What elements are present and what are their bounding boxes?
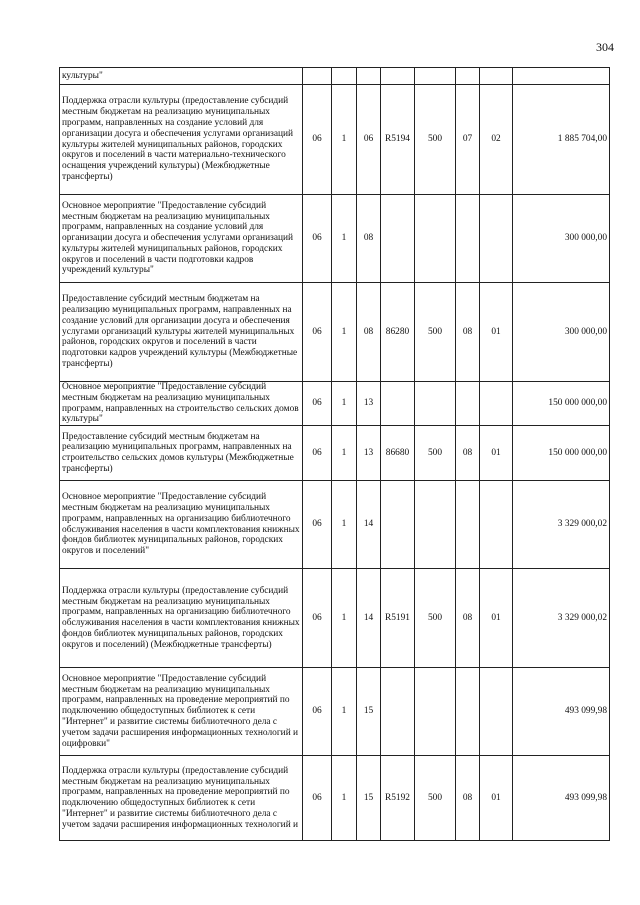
row-code-subsection (480, 195, 513, 283)
row-code-program: 06 (303, 481, 332, 569)
row-code-section: 08 (456, 283, 480, 382)
row-code-program: 06 (303, 283, 332, 382)
row-description: Основное мероприятие "Предоставление субсидий местным бюджетам на реализацию муниципальных программ, направленных на проведение мероприятий по подключению общедоступных библиотек к сети "Интернет" и развитие системы библиотечного дела с учетом задачи расширения информационных технологий и оцифровки" (60, 668, 303, 756)
row-code-subsection: 01 (480, 283, 513, 382)
row-code-program: 06 (303, 668, 332, 756)
row-code-expense-type: 500 (415, 426, 456, 481)
table-row (60, 426, 610, 481)
row-code-expense-type: 500 (415, 283, 456, 382)
row-amount: 1 885 704,00 (513, 85, 610, 195)
row-code-subsection: 01 (480, 426, 513, 481)
page-number: 304 (596, 40, 614, 54)
row-code-subprogram: 1 (332, 195, 357, 283)
row-code-expense-type (415, 382, 456, 426)
row-code-program: 06 (303, 85, 332, 195)
row-code-subprogram: 1 (332, 569, 357, 668)
row-code-section (456, 68, 480, 85)
row-code-event: 13 (357, 382, 381, 426)
budget-table (59, 67, 610, 841)
row-code-section (456, 195, 480, 283)
row-code-expense-type: 500 (415, 569, 456, 668)
row-code-subsection: 01 (480, 569, 513, 668)
table-row (60, 382, 610, 426)
row-code-expense-type: 500 (415, 756, 456, 841)
row-code-direction (381, 668, 415, 756)
row-code-direction (381, 481, 415, 569)
row-code-program (303, 68, 332, 85)
row-description: Поддержка отрасли культуры (предоставление субсидий местным бюджетам на реализацию муниципальных программ, направленных на создание условий для организации досуга и обеспечения услугами организаций культуры жителей муниципальных районов, городских округов и поселений в части материально-технического оснащения учреждений культуры) (Межбюджетные трансферты) (60, 85, 303, 195)
table-row (60, 195, 610, 283)
row-code-subprogram: 1 (332, 426, 357, 481)
table-row (60, 85, 610, 195)
row-code-section: 08 (456, 426, 480, 481)
row-description: Поддержка отрасли культуры (предоставление субсидий местным бюджетам на реализацию муниципальных программ, направленных на проведение мероприятий по подключению общедоступных библиотек к сети "Интернет" и развитие системы библиотечного дела с учетом задачи расширения информационных технологий и (60, 756, 303, 841)
row-amount: 493 099,98 (513, 756, 610, 841)
row-code-program: 06 (303, 426, 332, 481)
row-code-direction: 86680 (381, 426, 415, 481)
row-code-subsection (480, 481, 513, 569)
row-code-subsection (480, 668, 513, 756)
row-code-direction (381, 195, 415, 283)
row-code-program: 06 (303, 756, 332, 841)
row-code-event: 15 (357, 668, 381, 756)
row-code-expense-type: 500 (415, 85, 456, 195)
row-code-subsection: 02 (480, 85, 513, 195)
row-code-section (456, 481, 480, 569)
budget-table-body (60, 68, 610, 841)
row-amount: 150 000 000,00 (513, 426, 610, 481)
table-row (60, 569, 610, 668)
row-code-program: 06 (303, 569, 332, 668)
row-description: Поддержка отрасли культуры (предоставление субсидий местным бюджетам на реализацию муниципальных программ, направленных на организацию библиотечного обслуживания населения в части комплектования книжных фондов библиотек муниципальных районов, городских округов и поселений) (Межбюджетные трансферты) (60, 569, 303, 668)
row-code-event: 08 (357, 195, 381, 283)
row-amount: 3 329 000,02 (513, 481, 610, 569)
row-code-subprogram: 1 (332, 481, 357, 569)
row-code-expense-type (415, 668, 456, 756)
row-code-direction: R5194 (381, 85, 415, 195)
row-code-subsection: 01 (480, 756, 513, 841)
row-code-event: 14 (357, 569, 381, 668)
row-code-direction (381, 382, 415, 426)
row-code-direction (381, 68, 415, 85)
row-code-event: 06 (357, 85, 381, 195)
row-code-event: 13 (357, 426, 381, 481)
row-code-subprogram: 1 (332, 283, 357, 382)
table-row (60, 68, 610, 85)
row-code-direction: R5192 (381, 756, 415, 841)
table-row (60, 756, 610, 841)
row-description: культуры" (60, 68, 303, 85)
row-code-section: 07 (456, 85, 480, 195)
row-description: Основное мероприятие "Предоставление субсидий местным бюджетам на реализацию муниципальных программ, направленных на строительство сельских домов культуры" (60, 382, 303, 426)
table-row (60, 668, 610, 756)
row-code-event: 14 (357, 481, 381, 569)
table-row (60, 283, 610, 382)
row-description: Основное мероприятие "Предоставление субсидий местным бюджетам на реализацию муниципальных программ, направленных на создание условий для организации досуга и обеспечения услугами организаций культуры жителей муниципальных районов, городских округов и поселений в части подготовки кадров учреждений культуры" (60, 195, 303, 283)
row-code-expense-type (415, 481, 456, 569)
row-code-subprogram: 1 (332, 382, 357, 426)
row-code-program: 06 (303, 195, 332, 283)
row-code-expense-type (415, 68, 456, 85)
row-description: Основное мероприятие "Предоставление субсидий местным бюджетам на реализацию муниципальных программ, направленных на организацию библиотечного обслуживания населения в части комплектования книжных фондов библиотек муниципальных районов, городских округов и поселений" (60, 481, 303, 569)
row-amount: 150 000 000,00 (513, 382, 610, 426)
row-amount (513, 68, 610, 85)
row-amount: 3 329 000,02 (513, 569, 610, 668)
row-code-section: 08 (456, 569, 480, 668)
row-code-direction: R5191 (381, 569, 415, 668)
row-code-subprogram: 1 (332, 85, 357, 195)
table-row (60, 481, 610, 569)
row-code-event: 08 (357, 283, 381, 382)
row-code-expense-type (415, 195, 456, 283)
row-amount: 300 000,00 (513, 283, 610, 382)
row-amount: 493 099,98 (513, 668, 610, 756)
row-code-program: 06 (303, 382, 332, 426)
row-code-subsection (480, 68, 513, 85)
row-code-subprogram (332, 68, 357, 85)
row-code-direction: 86280 (381, 283, 415, 382)
row-code-event (357, 68, 381, 85)
row-description: Предоставление субсидий местным бюджетам на реализацию муниципальных программ, направленных на строительство сельских домов культуры (Межбюджетные трансферты) (60, 426, 303, 481)
row-code-event: 15 (357, 756, 381, 841)
row-amount: 300 000,00 (513, 195, 610, 283)
row-description: Предоставление субсидий местным бюджетам на реализацию муниципальных программ, направленных на создание условий для организации досуга и обеспечения услугами организаций культуры жителей муниципальных районов, городских округов и поселений в части подготовки кадров учреждений культуры (Межбюджетные трансферты) (60, 283, 303, 382)
row-code-subprogram: 1 (332, 756, 357, 841)
row-code-section: 08 (456, 756, 480, 841)
row-code-section (456, 668, 480, 756)
row-code-subprogram: 1 (332, 668, 357, 756)
row-code-subsection (480, 382, 513, 426)
row-code-section (456, 382, 480, 426)
